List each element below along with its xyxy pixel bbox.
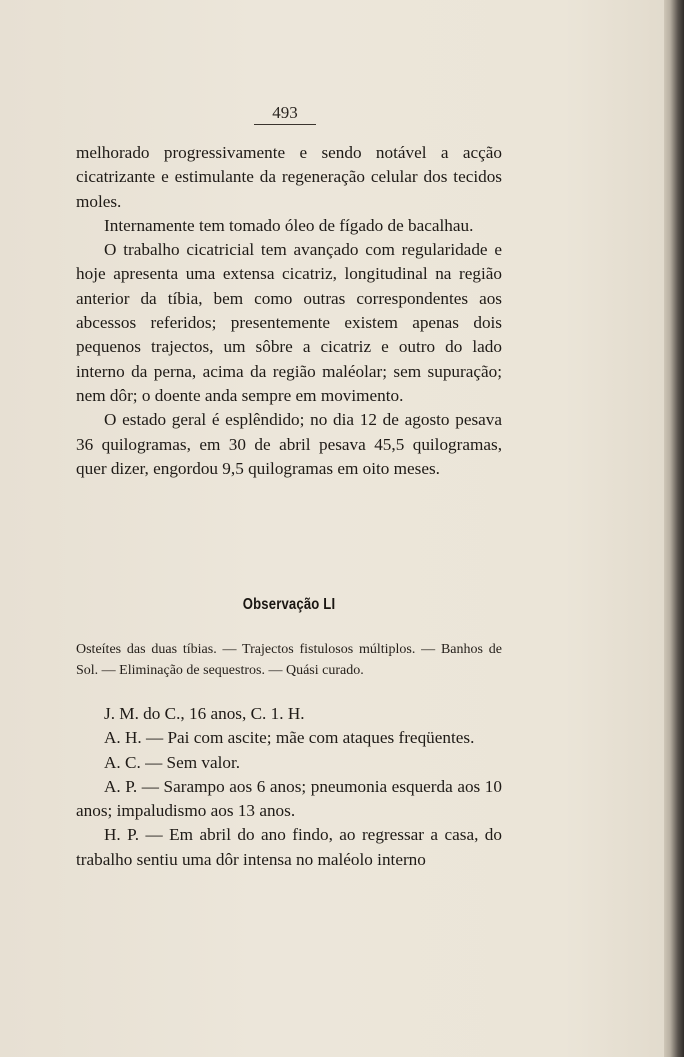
body-text-top [76,141,502,481]
page-number: 493 [254,103,316,125]
paragraph: O estado geral é esplêndido; no dia 12 de agosto pesava 36 quilogramas, em 30 de abril pesava 45,5 quilogramas, quer dizer, engordou 9,5 quilogramas em oito meses. [76,410,502,478]
summary-text: Osteítes das duas tíbias. — Trajectos fistulosos múltiplos. — Banhos de Sol. — Eliminação de sequestros. — Quási curado. [76,642,502,678]
observation-heading: Observação LI [242,596,336,613]
paragraph: A. P. — Sarampo aos 6 anos; pneumonia esquerda aos 10 anos; impaludismo aos 13 anos. [76,776,502,821]
paragraph: melhorado progressivamente e sendo notável a acção cicatrizante e estimulante da regeneração celular dos tecidos moles. [76,143,502,211]
page-edge-shadow [664,0,684,1057]
paragraph: A. H. — Pai com ascite; mãe com ataques freqüentes. [104,728,475,748]
paragraph: J. M. do C., 16 anos, C. 1. H. [104,704,305,723]
paragraph: O trabalho cicatricial tem avançado com regularidade e hoje apresenta uma extensa cicatriz, longitudinal na região anterior da tíbia, bem como outras correspondentes aos abcessos referidos; presentemente existem apenas dois pequenos trajectos, um sôbre a cicatriz e outro do lado interno da perna, acima da região maléolar; sem supuração; nem dôr; o doente anda sempre em movimento. [76,240,502,405]
paragraph: H. P. — Em abril do ano findo, ao regressar a casa, do trabalho sentiu uma dôr intensa no maléolo interno [76,825,502,869]
paragraph: A. C. — Sem valor. [104,752,241,772]
paragraph: Internamente tem tomado óleo de fígado de bacalhau. [104,215,474,235]
observation-summary [76,639,502,681]
body-text-bottom [76,702,502,872]
